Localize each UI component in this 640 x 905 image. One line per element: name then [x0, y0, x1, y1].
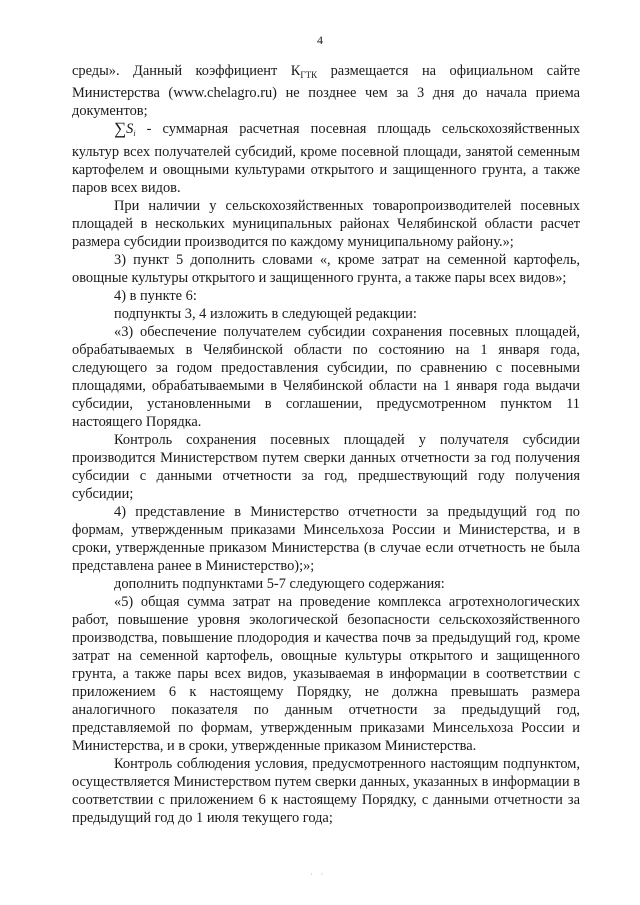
variable-index: i: [133, 129, 136, 138]
paragraph-text: среды». Данный коэффициент К: [72, 63, 301, 79]
paragraph-municipal-calculation: При наличии у сельскохозяйственных товаропроизводителей посевных площадей в нескольких муниципальных районах Челябинской области расчет размера субсидии производится по каждому муниципальному району.»;: [72, 198, 580, 250]
paragraph-subitem-3: «3) обеспечение получателем субсидии сохранения посевных площадей, обрабатываемых в Челябинской области по состоянию на 1 января года, следующего за годом предоставления субсидии, по сравнению с посевными площадями, обрабатываемыми в Челябинской области на 1 января года выдачи субсидии, установленными в соглашении, предусмотренном пунктом 11 настоящего Порядка.: [72, 324, 580, 430]
scan-artifact: · ·: [310, 870, 327, 879]
sum-symbol: ∑: [114, 119, 127, 138]
variable-s: S: [126, 121, 134, 137]
document-body: [72, 62, 580, 827]
paragraph-subitems-intro: подпункты 3, 4 изложить в следующей редакции:: [114, 306, 417, 322]
paragraph-subitem-5: «5) общая сумма затрат на проведение комплекса агротехнологических работ, повышение уровня экологической безопасности сельскохозяйственного производства, повышение плодородия и качества почв за предыдущий год, кроме затрат на семенной картофель, овощные культуры открытого и защищенного грунта, а также пары всех видов, указываемая в информации в соответствии с приложением 6 к настоящему Порядку, не должна превышать размера аналогичного показателя по данным отчетности за предыдущий год, представляемой по формам, утвержденным приказами Минсельхоза России и Министерства, и в сроки, утвержденные приказом Министерства.: [72, 594, 580, 754]
paragraph-item-3: 3) пункт 5 дополнить словами «, кроме затрат на семенной картофель, овощные культуры открытого и защищенного грунта, а также пары всех видов»;: [72, 252, 580, 286]
page-number: 4: [317, 33, 323, 47]
paragraph-total-area-definition: [72, 120, 580, 197]
paragraph-subitem-4: 4) представление в Министерство отчетности за предыдущий год по формам, утвержденным приказами Минсельхоза России и Министерства, и в сроки, утвержденные приказом Министерства (в случае если отчетность не была представлена ранее в Министерство);»;: [72, 504, 580, 574]
paragraph-condition-control: Контроль соблюдения условия, предусмотренного настоящим подпунктом, осуществляется Министерством путем сверки данных, указанных в информации в соответствии с приложением 6 к настоящему Порядку, с данными отчетности за предыдущий год до 1 июля текущего года;: [72, 756, 580, 826]
subscript-gtk: ГТК: [300, 70, 318, 80]
paragraph-item-4: 4) в пункте 6:: [114, 288, 197, 304]
paragraph-add-subitems: дополнить подпунктами 5-7 следующего содержания:: [114, 576, 445, 592]
paragraph-area-control: Контроль сохранения посевных площадей у получателя субсидии производится Министерством путем сверки данных отчетности за год получения субсидии с данными отчетности за год, предшествующий году получения субсидии;: [72, 432, 580, 502]
paragraph-coefficient-publication: [72, 62, 580, 120]
area-variable: [126, 121, 135, 137]
paragraph-text: - суммарная расчетная посевная площадь сельскохозяйственных культур всех получателей субсидий, кроме посевной площади, занятой семенным картофелем и овощными культурами открытого и защищенного грунта, а также паров всех видов.: [72, 121, 580, 196]
paragraph-text: размещается на официальном сайте Министерства (www.chelagro.ru) не позднее чем за 3 дня до начала приема документов;: [72, 63, 580, 119]
